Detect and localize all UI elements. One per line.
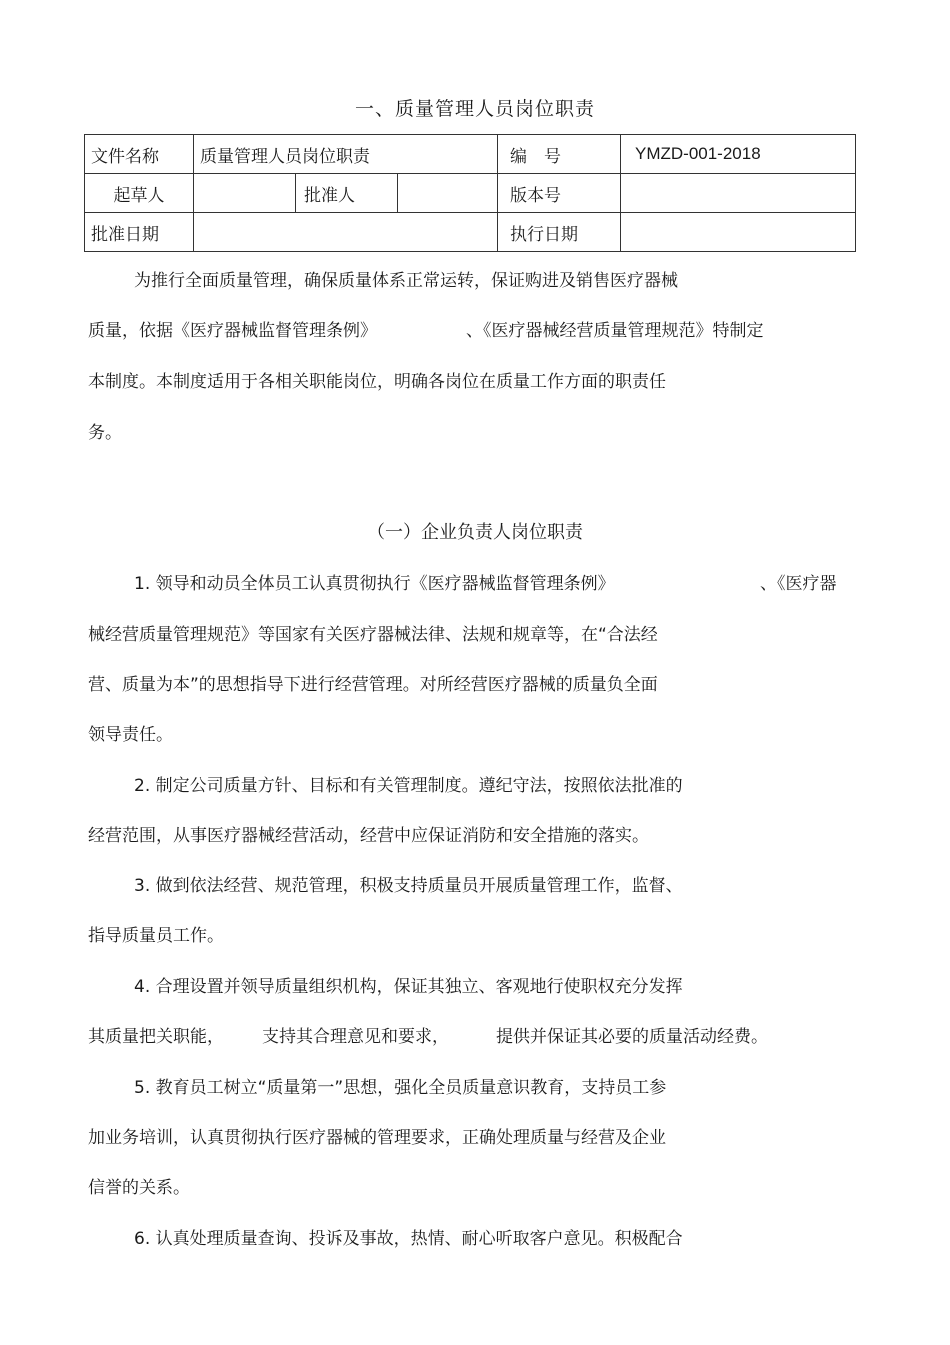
- drafter-label: 起草人: [85, 174, 194, 213]
- drafter-value: [194, 174, 296, 213]
- document-meta-table: [84, 134, 856, 252]
- meta-row-people: [85, 174, 856, 213]
- duty-line: 5. 教育员工树立“质量第一”思想，强化全员质量意识教育，支持员工参: [134, 1078, 667, 1098]
- version-label: 版本号: [498, 174, 621, 213]
- file-name-label: 文件名称: [85, 135, 194, 174]
- duty-line: 领导责任。: [88, 725, 173, 745]
- approval-date-label: 批准日期: [85, 213, 194, 252]
- duty-line: 、《医疗器: [760, 574, 837, 594]
- intro-line: 本制度。本制度适用于各相关职能岗位，明确各岗位在质量工作方面的职责任: [88, 372, 666, 392]
- version-value: [621, 174, 856, 213]
- document-title: 一、质量管理人员岗位职责: [354, 98, 595, 120]
- approver-label: 批准人: [296, 174, 398, 213]
- meta-row-dates: [85, 213, 856, 252]
- intro-line: 为推行全面质量管理，确保质量体系正常运转，保证购进及销售医疗器械: [134, 271, 678, 291]
- meta-row-file: [85, 135, 856, 174]
- intro-line: 、《医疗器械经营质量管理规范》特制定: [466, 321, 764, 341]
- duty-line: 其质量把关职能，: [88, 1027, 224, 1047]
- duty-line: 指导质量员工作。: [88, 926, 224, 946]
- duty-line: 经营范围，从事医疗器械经营活动，经营中应保证消防和安全措施的落实。: [88, 826, 649, 846]
- duty-line: 提供并保证其必要的质量活动经费。: [496, 1027, 768, 1047]
- approval-date-value: [194, 213, 498, 252]
- file-name-value: 质量管理人员岗位职责: [194, 135, 498, 174]
- effective-date-label: 执行日期: [498, 213, 621, 252]
- duty-line: 3. 做到依法经营、规范管理，积极支持质量员开展质量管理工作，监督、: [134, 876, 683, 896]
- duty-line: 4. 合理设置并领导质量组织机构，保证其独立、客观地行使职权充分发挥: [134, 977, 683, 997]
- approver-value: [398, 174, 498, 213]
- intro-line: 务。: [88, 423, 122, 443]
- section-title: （一）企业负责人岗位职责: [367, 522, 583, 543]
- intro-line: 质量，依据《医疗器械监督管理条例》: [88, 321, 377, 341]
- duty-line: 支持其合理意见和要求，: [262, 1027, 449, 1047]
- duty-line: 6. 认真处理质量查询、投诉及事故，热情、耐心听取客户意见。积极配合: [134, 1229, 683, 1249]
- duty-line: 信誉的关系。: [88, 1178, 190, 1198]
- duty-line: 加业务培训，认真贯彻执行医疗器械的管理要求，正确处理质量与经营及企业: [88, 1128, 666, 1148]
- duty-line: 2. 制定公司质量方针、目标和有关管理制度。遵纪守法，按照依法批准的: [134, 776, 683, 796]
- duty-line: 械经营质量管理规范》等国家有关医疗器械法律、法规和规章等，在“合法经: [88, 625, 658, 645]
- number-value: YMZD-001-2018: [621, 135, 856, 174]
- number-label: 编 号: [498, 135, 621, 174]
- duty-line: 1. 领导和动员全体员工认真贯彻执行《医疗器械监督管理条例》: [134, 574, 615, 594]
- effective-date-value: [621, 213, 856, 252]
- duty-line: 营、质量为本”的思想指导下进行经营管理。对所经营医疗器械的质量负全面: [88, 675, 658, 695]
